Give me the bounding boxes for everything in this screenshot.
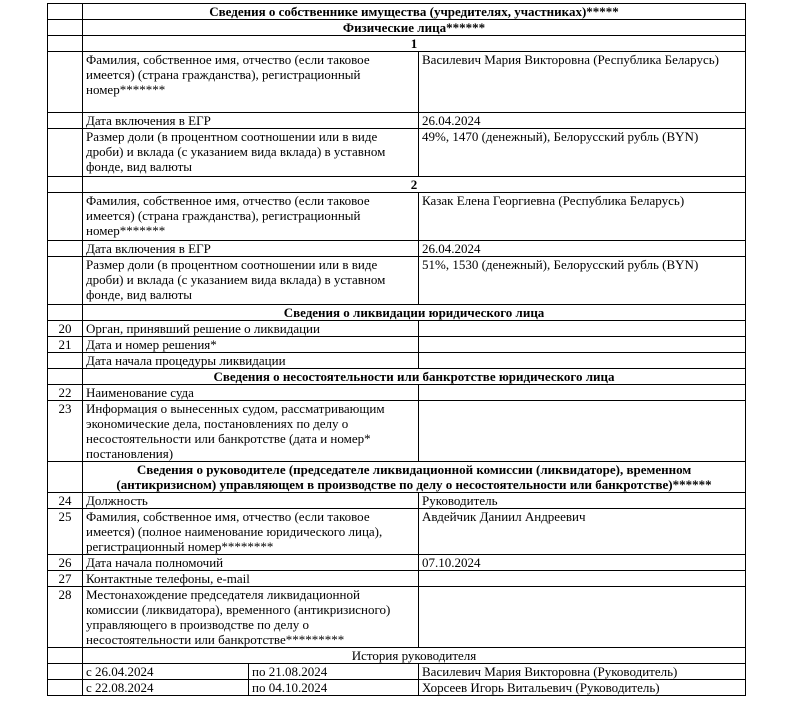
register-extract-table xyxy=(47,3,746,696)
person-share-value: 51%, 1530 (денежный), Белорусский рубль (BYN) xyxy=(419,257,746,305)
person-index: 2 xyxy=(83,177,746,193)
person-date-label: Дата включения в ЕГР xyxy=(83,241,419,257)
row-label: Информация о вынесенных судом, рассматривающим экономические дела, постановлениях по делу о несостоятельности или банкротстве (дата и номер* постановления) xyxy=(83,401,419,462)
row-label: Местонахождение председателя ликвидационной комиссии (ликвидатора), временного (антикризисного) управляющего в производстве по делу о несостоятельности или банкротстве********* xyxy=(83,587,419,648)
row-value: 07.10.2024 xyxy=(419,555,746,571)
row-value: Авдейчик Даниил Андреевич xyxy=(419,509,746,555)
row-value xyxy=(419,321,746,337)
individuals-subheader: Физические лица****** xyxy=(83,20,746,36)
row-number: 26 xyxy=(48,555,83,571)
row-number: 25 xyxy=(48,509,83,555)
person-name-value: Казак Елена Георгиевна (Республика Беларусь) xyxy=(419,193,746,241)
person-name-label: Фамилия, собственное имя, отчество (если таковое имеется) (страна гражданства), регистрационный номер******* xyxy=(83,52,419,113)
row-label: Орган, принявший решение о ликвидации xyxy=(83,321,419,337)
row-value xyxy=(419,353,746,369)
row-value xyxy=(419,385,746,401)
row-number: 22 xyxy=(48,385,83,401)
row-number: 23 xyxy=(48,401,83,462)
row-number: 28 xyxy=(48,587,83,648)
row-label: Фамилия, собственное имя, отчество (если таковое имеется) (полное наименование юридического лица), регистрационный номер******** xyxy=(83,509,419,555)
history-person: Василевич Мария Викторовна (Руководитель) xyxy=(419,664,746,680)
person-share-label: Размер доли (в процентном соотношении или в виде дроби) и вклада (с указанием вида вклада) в уставном фонде, вид валюты xyxy=(83,129,419,177)
history-to: по 04.10.2024 xyxy=(249,680,419,696)
person-index: 1 xyxy=(83,36,746,52)
row-label: Дата и номер решения* xyxy=(83,337,419,353)
person-share-value: 49%, 1470 (денежный), Белорусский рубль (BYN) xyxy=(419,129,746,177)
person-date-value: 26.04.2024 xyxy=(419,241,746,257)
row-value xyxy=(419,401,746,462)
history-person: Хорсеев Игорь Витальевич (Руководитель) xyxy=(419,680,746,696)
row-number: 24 xyxy=(48,493,83,509)
row-value: Руководитель xyxy=(419,493,746,509)
row-number: 21 xyxy=(48,337,83,353)
liquidation-header: Сведения о ликвидации юридического лица xyxy=(83,305,746,321)
row-value xyxy=(419,571,746,587)
person-share-label: Размер доли (в процентном соотношении или в виде дроби) и вклада (с указанием вида вклада) в уставном фонде, вид валюты xyxy=(83,257,419,305)
head-header: Сведения о руководителе (председателе ликвидационной комиссии (ликвидаторе), временном (антикризисном) управляющем в производстве по делу о несостоятельности или банкротстве)****** xyxy=(83,462,746,493)
row-value xyxy=(419,587,746,648)
history-header: История руководителя xyxy=(83,648,746,664)
row-number: 27 xyxy=(48,571,83,587)
person-name-label: Фамилия, собственное имя, отчество (если таковое имеется) (страна гражданства), регистрационный номер******* xyxy=(83,193,419,241)
row-label: Должность xyxy=(83,493,419,509)
row-label: Наименование суда xyxy=(83,385,419,401)
row-label: Контактные телефоны, e-mail xyxy=(83,571,419,587)
person-name-value: Василевич Мария Викторовна (Республика Беларусь) xyxy=(419,52,746,113)
person-date-label: Дата включения в ЕГР xyxy=(83,113,419,129)
history-from: с 26.04.2024 xyxy=(83,664,249,680)
person-date-value: 26.04.2024 xyxy=(419,113,746,129)
history-to: по 21.08.2024 xyxy=(249,664,419,680)
founders-header: Сведения о собственнике имущества (учредителях, участниках)***** xyxy=(83,4,746,20)
row-number: 20 xyxy=(48,321,83,337)
row-value xyxy=(419,337,746,353)
row-label: Дата начала полномочий xyxy=(83,555,419,571)
row-label: Дата начала процедуры ликвидации xyxy=(83,353,419,369)
insolvency-header: Сведения о несостоятельности или банкротстве юридического лица xyxy=(83,369,746,385)
row-number xyxy=(48,353,83,369)
history-from: с 22.08.2024 xyxy=(83,680,249,696)
